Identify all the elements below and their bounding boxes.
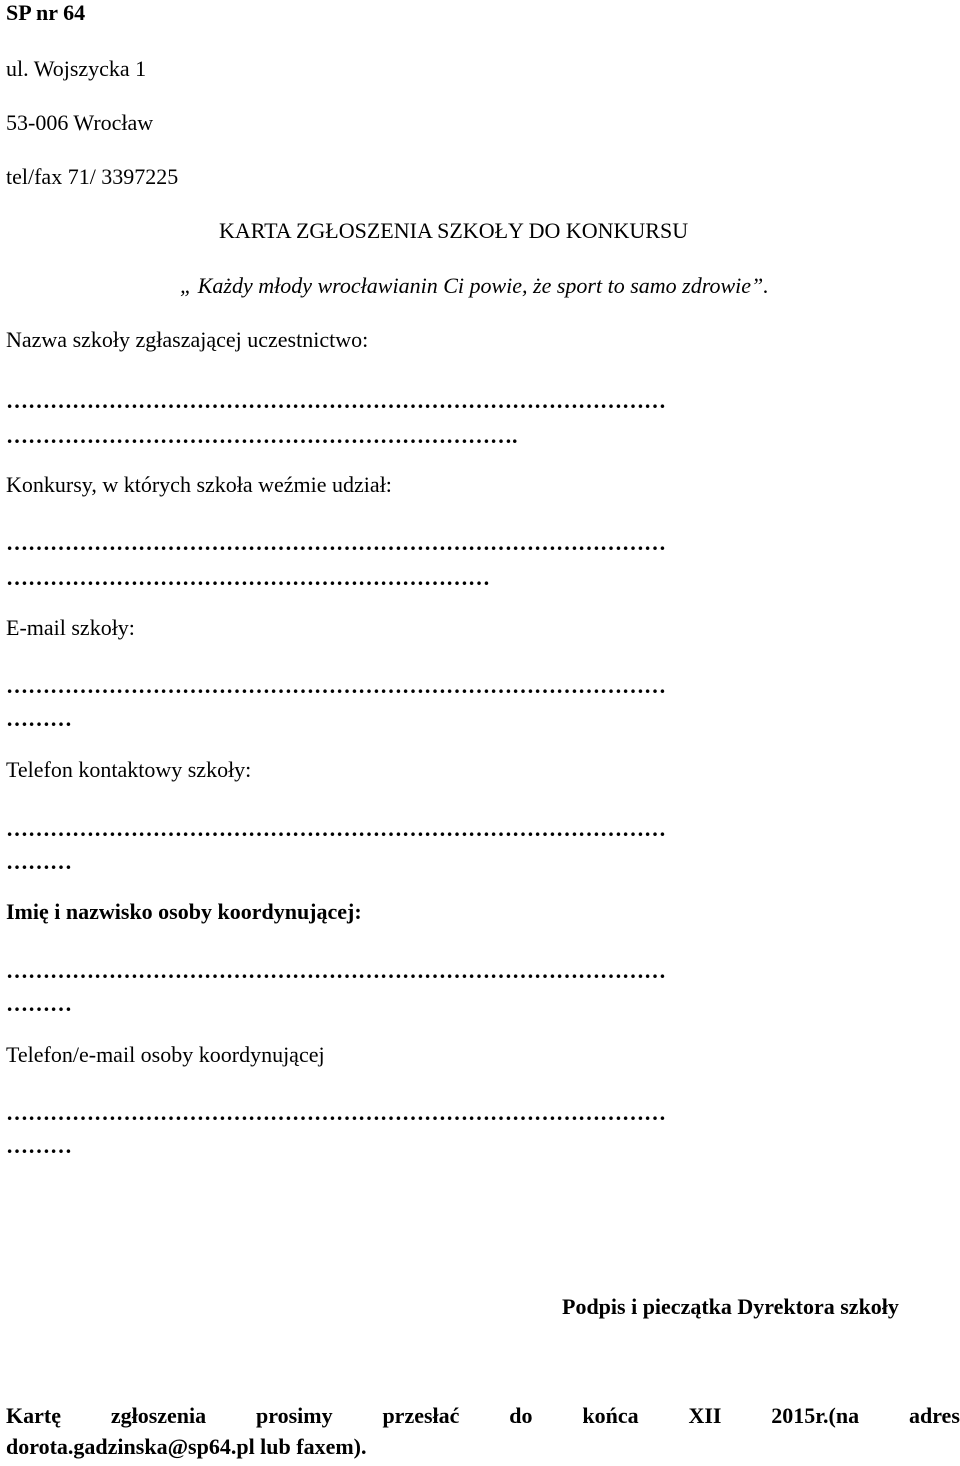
field-label-contests: Konkursy, w których szkoła weźmie udział: xyxy=(6,472,392,497)
school-name: SP nr 64 xyxy=(6,0,86,25)
footer-word: zgłoszenia xyxy=(110,1403,207,1428)
field-label-coordinator-name: Imię i nazwisko osoby koordynującej: xyxy=(6,899,362,924)
footer-instruction xyxy=(6,1403,960,1429)
footer-word: przesłać xyxy=(382,1403,460,1428)
field-line-school-phone-1[interactable]: ……………………………………………………………………………… xyxy=(6,816,666,841)
field-line-school-email-2[interactable]: ……… xyxy=(6,706,72,731)
field-line-school-email-1[interactable]: ……………………………………………………………………………… xyxy=(6,673,666,698)
field-line-school-phone-2[interactable]: ……… xyxy=(6,849,72,874)
footer-word: 2015r.(na xyxy=(771,1403,860,1428)
field-label-school-phone: Telefon kontaktowy szkoły: xyxy=(6,757,252,782)
field-line-contests-2[interactable]: ………………………………………………………… xyxy=(6,565,490,590)
school-phone: tel/fax 71/ 3397225 xyxy=(6,164,179,189)
field-label-coordinator-contact: Telefon/e-mail osoby koordynującej xyxy=(6,1042,325,1067)
school-city: 53-006 Wrocław xyxy=(6,110,154,135)
field-line-coordinator-contact-1[interactable]: ……………………………………………………………………………… xyxy=(6,1100,666,1125)
field-label-school-name: Nazwa szkoły zgłaszającej uczestnictwo: xyxy=(6,327,369,352)
footer-contact-line: dorota.gadzinska@sp64.pl lub faxem). xyxy=(6,1434,367,1459)
field-line-contests-1[interactable]: ……………………………………………………………………………… xyxy=(6,530,666,555)
school-street: ul. Wojszycka 1 xyxy=(6,56,147,81)
footer-word: prosimy xyxy=(255,1403,333,1428)
field-line-school-name-2[interactable]: ……………………………………………………………. xyxy=(6,423,518,448)
footer-word: do xyxy=(509,1403,533,1428)
field-line-school-name-1[interactable]: ……………………………………………………………………………… xyxy=(6,388,666,413)
form-title: KARTA ZGŁOSZENIA SZKOŁY DO KONKURSU xyxy=(219,218,689,243)
footer-word: adres xyxy=(908,1403,960,1428)
field-label-school-email: E-mail szkoły: xyxy=(6,615,135,640)
field-line-coordinator-name-2[interactable]: ……… xyxy=(6,991,72,1016)
field-line-coordinator-name-1[interactable]: ……………………………………………………………………………… xyxy=(6,958,666,983)
director-signature-label: Podpis i pieczątka Dyrektora szkoły xyxy=(562,1294,899,1319)
footer-word: XII xyxy=(688,1403,722,1428)
footer-word: końca xyxy=(582,1403,639,1428)
form-motto: „ Każdy młody wrocławianin Ci powie, że sport to samo zdrowie”. xyxy=(180,273,769,298)
footer-word: Kartę xyxy=(6,1403,61,1428)
field-line-coordinator-contact-2[interactable]: ……… xyxy=(6,1133,72,1158)
